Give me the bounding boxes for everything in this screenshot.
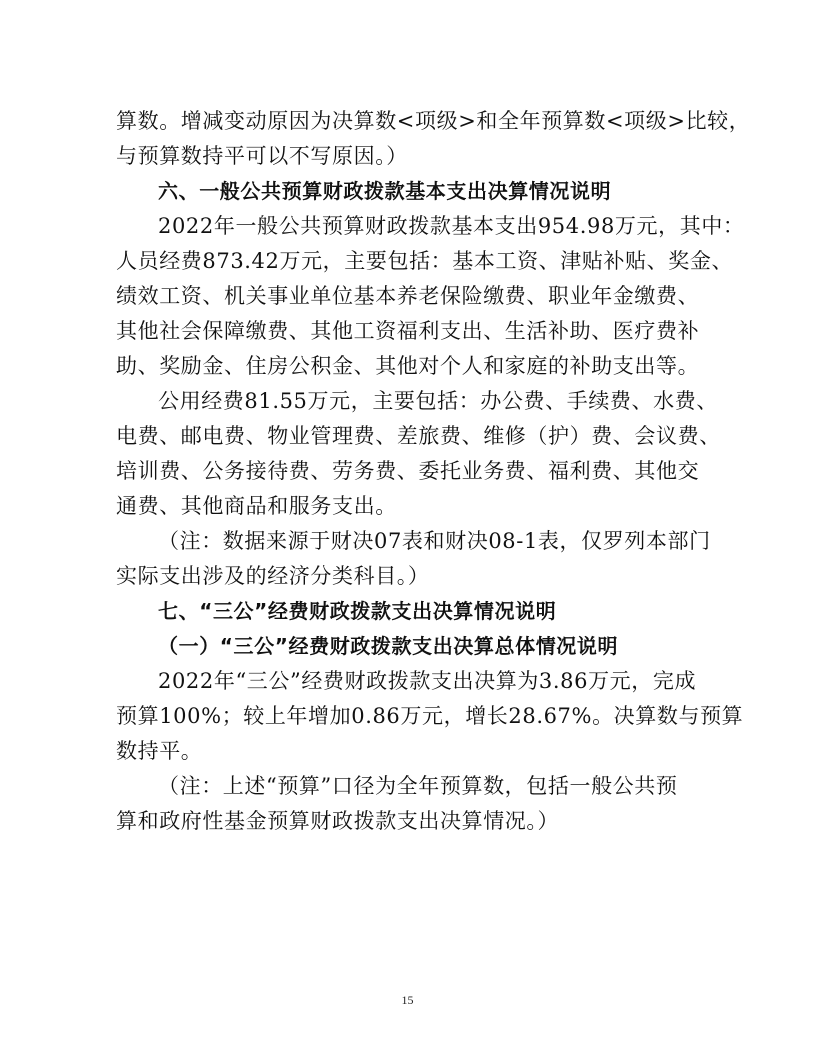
- paragraph-line: 助、奖励金、住房公积金、其他对个人和家庭的补助支出等。: [116, 354, 700, 378]
- paragraph-line: 数持平。: [116, 739, 203, 763]
- page-number: 15: [401, 993, 414, 1007]
- document-body: [116, 104, 751, 839]
- note-line: 实际支出涉及的经济分类科目。）: [116, 564, 430, 588]
- note-line: 算和政府性基金预算财政拨款支出决算情况。）: [116, 809, 560, 833]
- note-line: （注：数据来源于财决07表和财决08-1表，仅罗列本部门: [158, 529, 711, 553]
- paragraph-line: 其他社会保障缴费、其他工资福利支出、生活补助、医疗费补: [116, 319, 700, 343]
- subsection-heading-1: （一）“三公”经费财政拨款支出决算总体情况说明: [158, 634, 619, 658]
- paragraph-line: 预算100%；较上年增加0.86万元，增长28.67%。决算数与预算: [116, 704, 744, 728]
- paragraph-line: 与预算数持平可以不写原因。）: [116, 144, 408, 168]
- section-heading-6: 六、一般公共预算财政拨款基本支出决算情况说明: [158, 179, 612, 203]
- paragraph-line: 人员经费873.42万元，主要包括：基本工资、津贴补贴、奖金、: [116, 249, 734, 273]
- paragraph-line: 通费、其他商品和服务支出。: [116, 494, 397, 518]
- paragraph-line: 公用经费81.55万元，主要包括：办公费、手续费、水费、: [158, 389, 718, 413]
- paragraph-line: 培训费、公务接待费、劳务费、委托业务费、福利费、其他交: [116, 459, 700, 483]
- paragraph-line: 算数。增减变动原因为决算数<项级>和全年预算数<项级>比较，: [116, 109, 751, 133]
- paragraph-line: 2022年“三公”经费财政拨款支出决算为3.86万元，完成: [158, 669, 697, 693]
- section-heading-7: 七、“三公”经费财政拨款支出决算情况说明: [158, 599, 557, 623]
- note-line: （注：上述“预算”口径为全年预算数，包括一般公共预: [158, 774, 678, 798]
- paragraph-line: 绩效工资、机关事业单位基本养老保险缴费、职业年金缴费、: [116, 284, 700, 308]
- paragraph-line: 2022年一般公共预算财政拨款基本支出954.98万元，其中：: [158, 214, 745, 238]
- paragraph-line: 电费、邮电费、物业管理费、差旅费、维修（护）费、会议费、: [116, 424, 721, 448]
